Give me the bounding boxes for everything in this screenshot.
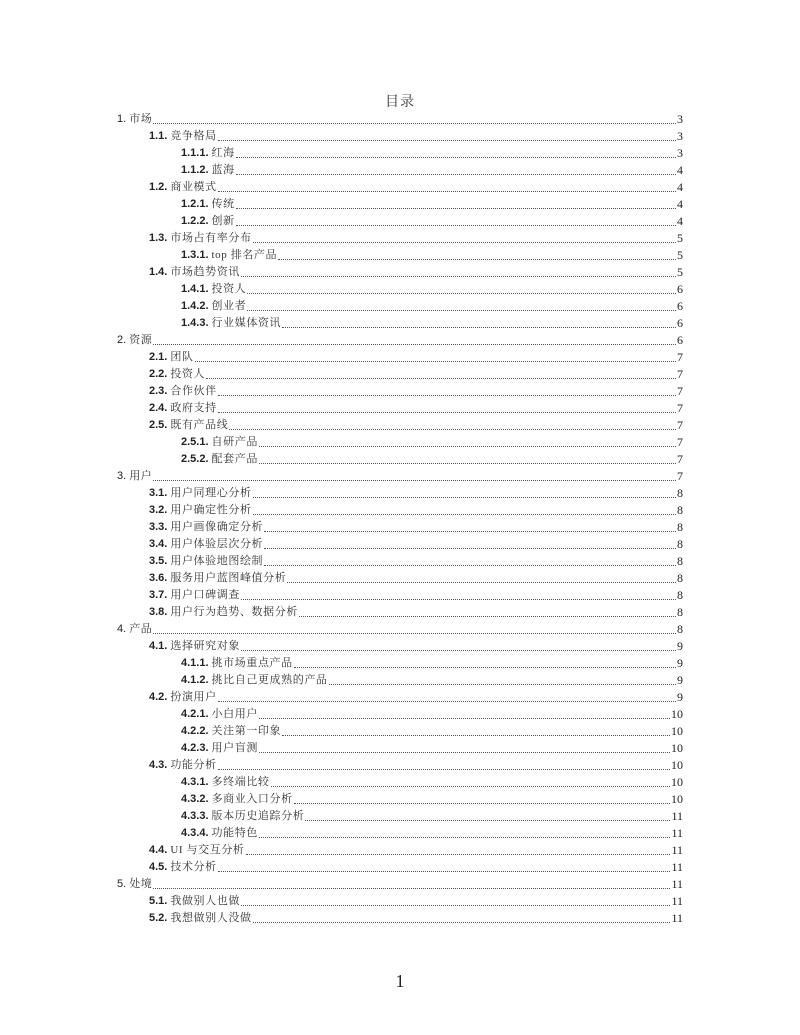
- toc-entry-page: 6: [677, 316, 683, 330]
- toc-entry-page: 10: [671, 707, 683, 721]
- toc-entry-title: 投资人: [170, 368, 206, 380]
- toc-entry-title: 行业媒体资讯: [211, 317, 282, 329]
- toc-entry-page: 8: [677, 486, 683, 500]
- toc-entry[interactable]: [0, 757, 683, 774]
- toc-entry-number: 3.8.: [149, 606, 168, 618]
- dot-leader: [264, 547, 676, 549]
- toc-entry[interactable]: [0, 553, 683, 570]
- toc-entry-title: 多商业入口分析: [211, 793, 293, 805]
- toc-entry[interactable]: [0, 723, 683, 740]
- dot-leader: [153, 632, 676, 634]
- dot-leader: [218, 768, 670, 770]
- toc-entry-page: 8: [677, 520, 683, 534]
- dot-leader: [236, 156, 676, 158]
- toc-entry-number: 4.1.1.: [181, 657, 209, 669]
- toc-entry-page: 8: [677, 537, 683, 551]
- toc-entry-title: 我想做别人没做: [170, 912, 252, 924]
- toc-entry-title: 用户: [129, 470, 153, 482]
- toc-entry-title: 蓝海: [211, 164, 235, 176]
- toc-entry-number: 5.: [117, 878, 127, 890]
- dot-leader: [153, 479, 676, 481]
- toc-entry-page: 7: [677, 384, 683, 398]
- toc-entry-number: 4.1.2.: [181, 674, 209, 686]
- toc-entry[interactable]: [0, 111, 683, 128]
- toc-entry-title: 市场占有率分布: [170, 232, 252, 244]
- dot-leader: [253, 921, 671, 923]
- toc-entry-title: 版本历史追踪分析: [211, 810, 305, 822]
- toc-heading: 目录: [385, 95, 415, 110]
- dot-leader: [253, 241, 676, 243]
- toc-entry-page: 10: [671, 758, 683, 772]
- toc-entry-title: 创新: [211, 215, 235, 227]
- toc-entry[interactable]: [0, 587, 683, 604]
- toc-entry-title: 功能特色: [211, 827, 258, 839]
- toc-entry[interactable]: [0, 485, 683, 502]
- toc-entry-number: 1.4.3.: [181, 317, 209, 329]
- toc-entry-page: 8: [677, 605, 683, 619]
- toc-entry-title: 用户体验地图绘制: [170, 555, 264, 567]
- toc-entry-title: UI 与交互分析: [170, 844, 245, 856]
- dot-leader: [236, 173, 676, 175]
- toc-entry-number: 4.4.: [149, 844, 168, 856]
- dot-leader: [253, 513, 676, 515]
- toc-entry-page: 6: [677, 333, 683, 347]
- toc-entry-page: 5: [677, 248, 683, 262]
- toc-entry-title: 合作伙伴: [170, 385, 217, 397]
- toc-entry-number: 2.4.: [149, 402, 168, 414]
- toc-entry[interactable]: [0, 689, 683, 706]
- dot-leader: [247, 309, 676, 311]
- toc-entry-title: 投资人: [211, 283, 247, 295]
- toc-entry[interactable]: [0, 298, 683, 315]
- toc-entry-title: 市场趋势资讯: [170, 266, 240, 278]
- toc-entry-title: 创业者: [211, 300, 247, 312]
- dot-leader: [218, 870, 671, 872]
- toc-entry-page: 10: [671, 724, 683, 738]
- toc-entry-number: 1.3.1.: [181, 249, 209, 261]
- toc-entry[interactable]: [0, 825, 683, 842]
- toc-entry-title: 我做别人也做: [170, 895, 240, 907]
- toc-entry-number: 2.3.: [149, 385, 168, 397]
- toc-entry[interactable]: [0, 672, 683, 689]
- toc-entry-page: 11: [671, 843, 683, 857]
- toc-entry[interactable]: [0, 604, 683, 621]
- toc-entry-title: 自研产品: [211, 436, 258, 448]
- toc-entry-title: 选择研究对象: [170, 640, 240, 652]
- toc-entry-title: 用户盲测: [211, 742, 258, 754]
- toc-entry-number: 4.: [117, 623, 127, 635]
- toc-entry[interactable]: [0, 162, 683, 179]
- dot-leader: [264, 530, 676, 532]
- toc-entry-title: 挑市场重点产品: [211, 657, 293, 669]
- toc-entry-title: 配套产品: [211, 453, 258, 465]
- toc-entry-page: 4: [677, 197, 683, 211]
- dot-leader: [218, 190, 676, 192]
- toc-entry[interactable]: [0, 128, 683, 145]
- toc-entry-number: 3.: [117, 470, 127, 482]
- toc-entry-number: 4.1.: [149, 640, 168, 652]
- dot-leader: [218, 700, 676, 702]
- toc-entry[interactable]: [0, 536, 683, 553]
- toc-entry-title: 用户同理心分析: [170, 487, 252, 499]
- toc-entry-page: 11: [671, 894, 683, 908]
- toc-entry[interactable]: [0, 434, 683, 451]
- toc-entry[interactable]: [0, 383, 683, 400]
- toc-entry-number: 1.4.2.: [181, 300, 209, 312]
- toc-entry-page: 7: [677, 469, 683, 483]
- dot-leader: [259, 462, 676, 464]
- toc-entry[interactable]: [0, 808, 683, 825]
- toc-entry-number: 2.5.2.: [181, 453, 209, 465]
- toc-entry-number: 1.1.2.: [181, 164, 209, 176]
- toc-entry-title: 技术分析: [170, 861, 217, 873]
- dot-leader: [278, 258, 676, 260]
- toc-entry-number: 5.2.: [149, 912, 168, 924]
- toc-entry-title: 红海: [211, 147, 235, 159]
- toc-entry-page: 7: [677, 435, 683, 449]
- dot-leader: [236, 224, 676, 226]
- toc-entry-title: 既有产品线: [170, 419, 229, 431]
- toc-entry-number: 4.3.1.: [181, 776, 209, 788]
- toc-entry-number: 4.2.3.: [181, 742, 209, 754]
- toc-entry-title: 关注第一印象: [211, 725, 282, 737]
- toc-entry[interactable]: [0, 519, 683, 536]
- toc-entry[interactable]: [0, 502, 683, 519]
- toc-entry-number: 3.6.: [149, 572, 168, 584]
- toc-entry[interactable]: [0, 179, 683, 196]
- toc-entry-page: 7: [677, 418, 683, 432]
- dot-leader: [218, 139, 676, 141]
- toc-entry-number: 4.3.: [149, 759, 168, 771]
- toc-entry-title: 政府支持: [170, 402, 217, 414]
- toc-entry[interactable]: [0, 842, 683, 859]
- toc-entry[interactable]: [0, 264, 683, 281]
- toc-entry-number: 4.3.4.: [181, 827, 209, 839]
- toc-entry[interactable]: [0, 791, 683, 808]
- toc-entry-title: 用户画像确定分析: [170, 521, 264, 533]
- toc-entry-page: 9: [677, 656, 683, 670]
- toc-entry[interactable]: [0, 366, 683, 383]
- dot-leader: [153, 887, 670, 889]
- toc-entry-title: 小白用户: [211, 708, 258, 720]
- toc-entry-page: 8: [677, 588, 683, 602]
- toc-entry-title: 产品: [129, 623, 153, 635]
- dot-leader: [241, 649, 676, 651]
- dot-leader: [195, 360, 676, 362]
- toc-entry[interactable]: [0, 706, 683, 723]
- toc-entry-title: 市场: [129, 113, 153, 125]
- toc-entry[interactable]: [0, 315, 683, 332]
- dot-leader: [259, 751, 670, 753]
- toc-entry[interactable]: [0, 196, 683, 213]
- toc-entry-title: 团队: [170, 351, 194, 363]
- page-number: 1: [395, 971, 405, 991]
- dot-leader: [153, 122, 676, 124]
- toc-entry-number: 4.5.: [149, 861, 168, 873]
- toc-entry-page: 9: [677, 690, 683, 704]
- toc-entry-page: 3: [677, 146, 683, 160]
- toc-entry[interactable]: [0, 332, 683, 349]
- toc-entry-page: 7: [677, 367, 683, 381]
- toc-entry[interactable]: [0, 230, 683, 247]
- toc-entry-page: 5: [677, 265, 683, 279]
- toc-entry-number: 1.4.: [149, 266, 168, 278]
- toc-entry-page: 11: [671, 877, 683, 891]
- toc-entry-number: 5.1.: [149, 895, 168, 907]
- dot-leader: [329, 683, 676, 685]
- toc-entry-number: 1.1.: [149, 130, 168, 142]
- toc-entry-number: 1.2.: [149, 181, 168, 193]
- toc-entry-number: 3.5.: [149, 555, 168, 567]
- toc-entry-page: 11: [671, 809, 683, 823]
- toc-entry-title: 传统: [211, 198, 235, 210]
- toc-entry-title: 商业模式: [170, 181, 217, 193]
- toc-entry-title: 多终端比较: [211, 776, 270, 788]
- toc-entry[interactable]: [0, 468, 683, 485]
- toc-entry-number: 1.1.1.: [181, 147, 209, 159]
- dot-leader: [253, 496, 676, 498]
- toc-entry[interactable]: [0, 400, 683, 417]
- dot-leader: [218, 411, 676, 413]
- toc-entry[interactable]: [0, 893, 683, 910]
- toc-entry-number: 4.3.2.: [181, 793, 209, 805]
- toc-entry-page: 6: [677, 299, 683, 313]
- toc-entry-number: 4.2.2.: [181, 725, 209, 737]
- toc-entry-page: 4: [677, 163, 683, 177]
- dot-leader: [259, 836, 671, 838]
- toc-entry-page: 10: [671, 775, 683, 789]
- toc-entry-page: 11: [671, 911, 683, 925]
- dot-leader: [294, 666, 676, 668]
- toc-entry-number: 4.2.1.: [181, 708, 209, 720]
- toc-entry-page: 11: [671, 826, 683, 840]
- toc-entry-title: 用户口碑调查: [170, 589, 240, 601]
- toc-entry-title: 资源: [129, 334, 153, 346]
- dot-leader: [229, 428, 676, 430]
- toc-entry-title: 服务用户蓝图峰值分析: [170, 572, 287, 584]
- dot-leader: [241, 904, 670, 906]
- toc-entry-title: 用户行为趋势、数据分析: [170, 606, 298, 618]
- toc-entry[interactable]: [0, 740, 683, 757]
- toc-entry-page: 8: [677, 503, 683, 517]
- toc-entry-page: 7: [677, 350, 683, 364]
- dot-leader: [264, 564, 676, 566]
- toc-entry-title: 挑比自己更成熟的产品: [211, 674, 328, 686]
- toc-entry-number: 2.5.: [149, 419, 168, 431]
- toc-entry-page: 4: [677, 180, 683, 194]
- toc-entry-number: 3.4.: [149, 538, 168, 550]
- toc-entry-page: 9: [677, 639, 683, 653]
- dot-leader: [259, 717, 670, 719]
- toc-entry[interactable]: [0, 570, 683, 587]
- toc-entry[interactable]: [0, 451, 683, 468]
- toc-entry[interactable]: [0, 859, 683, 876]
- toc-entry-title: 用户确定性分析: [170, 504, 252, 516]
- toc-entry-page: 9: [677, 673, 683, 687]
- toc-list: [0, 111, 683, 927]
- toc-entry-title: 处境: [129, 878, 153, 890]
- toc-entry-number: 3.1.: [149, 487, 168, 499]
- dot-leader: [259, 445, 676, 447]
- dot-leader: [282, 734, 670, 736]
- dot-leader: [153, 343, 676, 345]
- dot-leader: [241, 275, 676, 277]
- toc-entry-page: 4: [677, 214, 683, 228]
- toc-entry-number: 1.2.1.: [181, 198, 209, 210]
- toc-entry-number: 1.: [117, 113, 127, 125]
- dot-leader: [236, 207, 676, 209]
- dot-leader: [241, 598, 676, 600]
- dot-leader: [294, 802, 670, 804]
- toc-entry-number: 3.2.: [149, 504, 168, 516]
- toc-entry[interactable]: [0, 349, 683, 366]
- toc-entry-title: 竞争格局: [170, 130, 217, 142]
- toc-entry-number: 1.3.: [149, 232, 168, 244]
- toc-entry-number: 3.7.: [149, 589, 168, 601]
- toc-entry-number: 2.1.: [149, 351, 168, 363]
- dot-leader: [206, 377, 676, 379]
- toc-entry-page: 3: [677, 112, 683, 126]
- toc-entry-page: 5: [677, 231, 683, 245]
- dot-leader: [246, 853, 671, 855]
- toc-entry-number: 4.2.: [149, 691, 168, 703]
- dot-leader: [282, 326, 676, 328]
- toc-entry[interactable]: [0, 621, 683, 638]
- toc-entry[interactable]: [0, 876, 683, 893]
- toc-entry[interactable]: [0, 281, 683, 298]
- dot-leader: [287, 581, 676, 583]
- dot-leader: [247, 292, 676, 294]
- toc-entry[interactable]: [0, 638, 683, 655]
- toc-entry-page: 10: [671, 792, 683, 806]
- dot-leader: [218, 394, 676, 396]
- toc-entry[interactable]: [0, 774, 683, 791]
- toc-entry-page: 8: [677, 571, 683, 585]
- toc-entry-title: 功能分析: [170, 759, 217, 771]
- toc-entry-title: 扮演用户: [170, 691, 217, 703]
- toc-entry[interactable]: [0, 247, 683, 264]
- toc-entry[interactable]: [0, 910, 683, 927]
- toc-entry-page: 7: [677, 401, 683, 415]
- toc-entry[interactable]: [0, 145, 683, 162]
- dot-leader: [271, 785, 670, 787]
- toc-entry[interactable]: [0, 417, 683, 434]
- toc-entry-page: 7: [677, 452, 683, 466]
- toc-entry-number: 2.: [117, 334, 127, 346]
- toc-entry-title: 用户体验层次分析: [170, 538, 264, 550]
- dot-leader: [299, 615, 676, 617]
- toc-entry-page: 8: [677, 622, 683, 636]
- toc-entry-title: top 排名产品: [211, 249, 278, 261]
- toc-entry-number: 4.3.3.: [181, 810, 209, 822]
- toc-entry[interactable]: [0, 655, 683, 672]
- dot-leader: [305, 819, 670, 821]
- toc-entry-number: 1.4.1.: [181, 283, 209, 295]
- toc-entry-page: 6: [677, 282, 683, 296]
- toc-entry-page: 8: [677, 554, 683, 568]
- toc-entry-number: 3.3.: [149, 521, 168, 533]
- toc-entry-page: 11: [671, 860, 683, 874]
- toc-entry-page: 10: [671, 741, 683, 755]
- toc-entry[interactable]: [0, 213, 683, 230]
- toc-entry-number: 2.2.: [149, 368, 168, 380]
- toc-entry-number: 2.5.1.: [181, 436, 209, 448]
- toc-entry-number: 1.2.2.: [181, 215, 209, 227]
- toc-entry-page: 3: [677, 129, 683, 143]
